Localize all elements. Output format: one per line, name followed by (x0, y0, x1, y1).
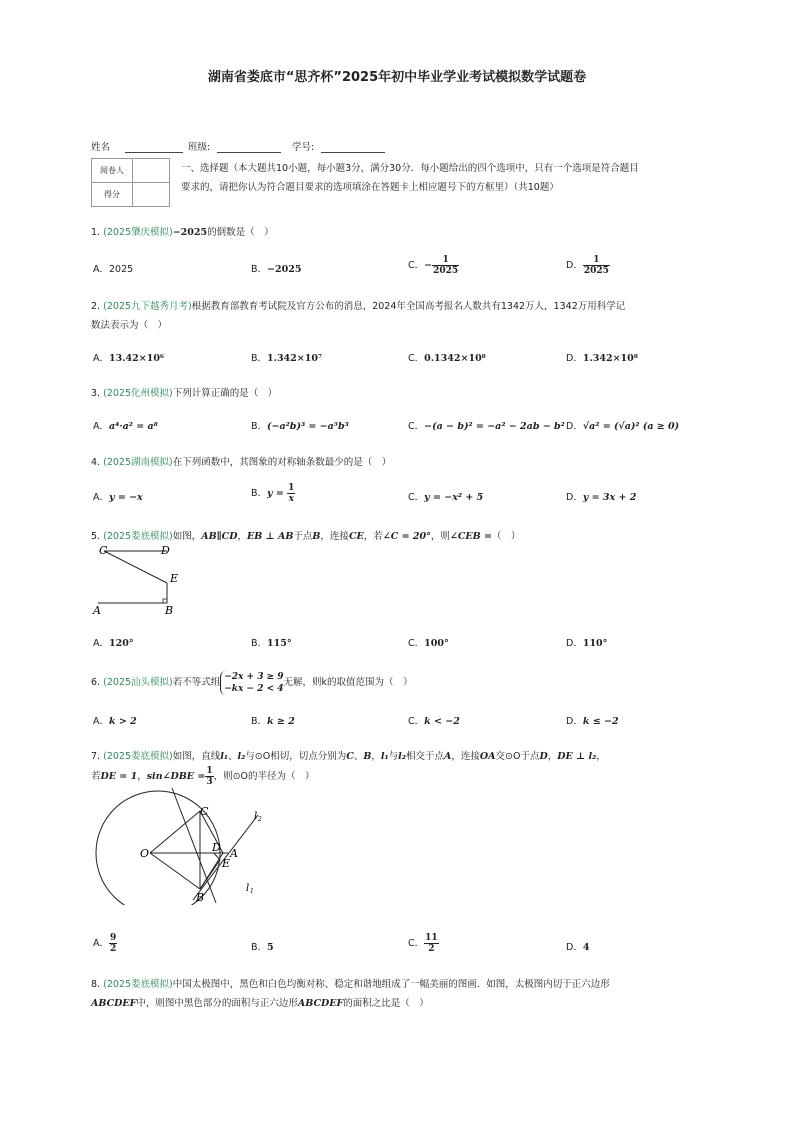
q7-option-b[interactable]: B．5 (251, 942, 274, 953)
q4-option-b[interactable]: B．y = $\frac{1}{x}$ (251, 483, 295, 504)
q1-option-b[interactable]: B．−2025 (251, 264, 302, 275)
svg-text:B: B (165, 604, 174, 617)
q5-option-a[interactable]: A．120° (93, 638, 134, 649)
q4-option-d[interactable]: D．y = 3x + 2 (566, 492, 637, 503)
reviewer-cell[interactable] (133, 159, 170, 183)
q6-option-b[interactable]: B．k ≥ 2 (251, 716, 295, 727)
question-5: 5. (2025娄底模拟)如图，AB∥CD，EB ⊥ AB于点B，连接CE，若∠C = 20°，则∠CEB =（ ） (91, 531, 521, 542)
inequality-system: −2x + 3 ≥ 9 −kx − 2 < 4 (220, 671, 283, 695)
q6-option-a[interactable]: A．k > 2 (93, 716, 137, 727)
name-field[interactable] (91, 139, 183, 153)
q5-option-b[interactable]: B．115° (251, 638, 292, 649)
name-label: 姓名 (91, 142, 111, 153)
svg-text:l: l (254, 811, 258, 822)
reviewer-label: 阅卷人 (92, 159, 133, 183)
q1-option-c[interactable]: C．− $\frac{1}{2025}$ (408, 255, 459, 276)
svg-text:O: O (140, 847, 150, 860)
svg-text:2: 2 (258, 816, 262, 823)
score-label: 得分 (92, 183, 133, 207)
score-cell[interactable] (133, 183, 170, 207)
name-blank (125, 142, 183, 153)
question-2: 2. (2025九下越秀月考)根据教育部教育考试院及官方公布的消息，2024年全国高考报名人数共有1342万人，1342万用科学记 数法表示为（ ） (91, 301, 626, 331)
q7-option-d[interactable]: D．4 (566, 942, 590, 953)
class-label: 班级: (188, 142, 211, 153)
q5-option-c[interactable]: C．100° (408, 638, 449, 649)
score-box (91, 158, 170, 207)
svg-text:B: B (196, 891, 205, 904)
q2-option-b[interactable]: B．1.342×10⁷ (251, 353, 323, 364)
question-8: 8. (2025娄底模拟)中国太极图中，黑色和白色均衡对称、稳定和谐地组成了一幅美丽的图画．如图，太极图内切于正六边形 ABCDEF中，则图中黑色部分的面积与正六边形ABCDEF的面积之比是（ ） (91, 979, 610, 1009)
question-4: 4. (2025湖南模拟)在下列函数中，其图象的对称轴条数最少的是（ ） (91, 457, 392, 468)
question-7-line2: 若DE = 1，sin∠DBE = $\frac{1}{3}$ ，则⊙O的半径为（ ） (91, 766, 315, 787)
svg-text:E: E (222, 857, 231, 870)
q4-option-a[interactable]: A．y = −x (93, 492, 143, 503)
svg-text:D: D (161, 544, 170, 557)
q3-option-a[interactable]: A．a⁴·a² = a⁸ (93, 421, 158, 432)
q2-option-a[interactable]: A．13.42×10⁶ (93, 353, 165, 364)
q2-option-d[interactable]: D．1.342×10⁸ (566, 353, 638, 364)
question-6: 6. (2025汕头模拟)若不等式组 −2x + 3 ≥ 9 −kx − 2 < 4 无解，则k的取值范围为（ ） (91, 671, 413, 694)
q5-figure (88, 542, 198, 618)
id-blank (321, 142, 385, 153)
class-blank (217, 142, 281, 153)
question-1: 1. (2025肇庆模拟)−2025的倒数是（ ） (91, 227, 274, 238)
q6-option-c[interactable]: C．k < −2 (408, 716, 460, 727)
svg-text:E: E (170, 572, 179, 585)
id-field[interactable] (292, 139, 385, 153)
q3-option-c[interactable]: C．−(a − b)² = −a² − 2ab − b² (408, 421, 565, 432)
q6-option-d[interactable]: D．k ≤ −2 (566, 716, 619, 727)
page-title: 湖南省娄底市“思齐杯”2025年初中毕业学业考试模拟数学试题卷 (207, 70, 587, 85)
question-3: 3. (2025化州模拟)下列计算正确的是（ ） (91, 388, 278, 399)
q3-option-d[interactable]: D．√a² = (√a)² (a ≥ 0) (566, 421, 680, 432)
svg-text:D: D (212, 841, 221, 854)
svg-text:1: 1 (250, 888, 254, 895)
svg-text:A: A (93, 604, 101, 617)
id-label: 学号: (292, 142, 315, 153)
q4-option-c[interactable]: C．y = −x² + 5 (408, 492, 484, 503)
question-7: 7. (2025娄底模拟)如图，直线l₁、l₂与⊙O相切，切点分别为C、B，l₁与l₂相交于点A，连接OA交⊙O于点D，DE ⊥ l₂， (91, 751, 606, 762)
class-field[interactable] (188, 139, 281, 153)
question-source: (2025肇庆模拟) (103, 227, 173, 238)
q2-option-c[interactable]: C．0.1342×10⁸ (408, 353, 486, 364)
svg-text:C: C (200, 805, 209, 818)
q7-option-c[interactable]: C． $\frac{11}{2}$ (408, 933, 438, 954)
svg-text:C: C (99, 544, 108, 557)
section-heading: 一、选择题（本大题共10小题，每小题3分，满分30分．每小题给出的四个选项中，只有一个选项是符合题目要求的，请把你认为符合题目要求的选项填涂在答题卡上相应题号下的方框里）（共10题） (181, 163, 639, 193)
q7-option-a[interactable]: A． $\frac{9}{2}$ (93, 933, 117, 954)
q7-figure (88, 785, 268, 905)
svg-text:l: l (246, 883, 250, 894)
q1-option-a[interactable]: A．2025 (93, 264, 134, 275)
q5-option-d[interactable]: D．110° (566, 638, 608, 649)
q1-option-d[interactable]: D． $\frac{1}{2025}$ (566, 255, 609, 276)
q3-option-b[interactable]: B．(−a²b)³ = −a⁵b³ (251, 421, 349, 432)
svg-text:A: A (230, 847, 238, 860)
